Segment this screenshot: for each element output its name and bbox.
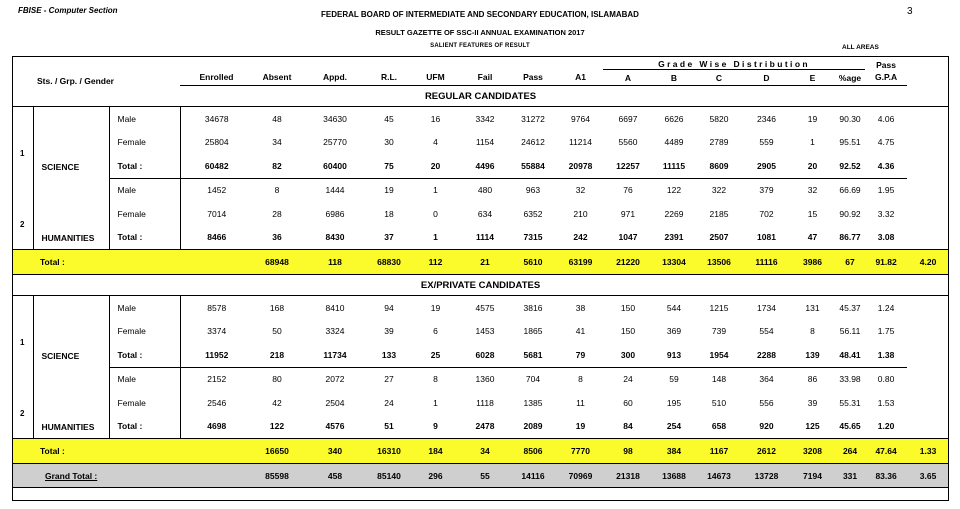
col-grade-e: E [790,70,835,86]
value-cell: 92.52 [835,154,865,178]
total-value-cell: 34 [462,439,508,464]
grand-total-value-cell: 21318 [603,464,653,488]
value-cell: 90.30 [839,113,861,124]
section-total-label: Total : [12,439,253,464]
value-cell: 45.65 [839,421,861,432]
col-grade-c: C [695,70,743,86]
col-fail: Fail [462,70,508,86]
value-cell: 24 [384,397,394,408]
value-cell: 3324 [325,326,345,337]
value-cell: 59 [669,374,679,385]
gender-label: Total : [109,154,180,178]
value-cell: 1452 [207,185,227,196]
value-cell: 4496 [462,154,508,178]
col-grade-a1: A1 [558,70,603,86]
value-cell: 2391 [664,232,684,243]
value-cell: 1215 [709,302,729,313]
value-cell: 554 [759,326,774,337]
value-cell: 11214 [568,137,592,148]
gender-label: Female [109,202,180,226]
value-cell: 79 [558,343,603,367]
grand-total-value-cell: 14116 [508,464,558,488]
value-cell: 8410 [325,302,345,313]
pass-header-line1: Pass [876,59,896,70]
value-cell: 31272 [521,113,545,124]
value-cell: 2152 [207,374,227,385]
total-value-cell: 21 [462,250,508,275]
value-cell: 3.08 [877,232,895,243]
gender-label: Total : [109,226,180,250]
value-cell: 122 [269,421,285,432]
value-cell: 1453 [475,326,495,337]
value-cell: 242 [573,232,588,243]
table-row [12,296,949,320]
value-cell: 12257 [603,154,653,178]
value-cell: 27 [384,374,394,385]
value-cell: 364 [759,374,774,385]
section-total-label: Total : [12,250,253,275]
value-cell: 210 [573,208,588,219]
value-cell: 131 [805,302,820,313]
total-value-cell: 5610 [508,250,558,275]
gender-label: Female [109,131,180,155]
value-cell: 50 [272,326,282,337]
total-value-cell: 16650 [253,439,301,464]
col-enrolled: Enrolled [180,70,253,86]
value-cell: 3374 [207,326,227,337]
value-cell: 2507 [709,232,729,243]
value-cell: 2905 [743,154,790,178]
value-cell: 369 [666,326,682,337]
value-cell: 82 [253,154,301,178]
value-cell: 15 [807,208,818,219]
col-pass: Pass [508,70,558,86]
value-cell: 8 [433,374,438,385]
value-cell: 1154 [475,137,495,148]
value-cell: 66.69 [839,185,861,196]
value-cell: 45.37 [839,302,861,313]
value-cell: 4489 [664,137,684,148]
value-cell: 544 [666,302,682,313]
grand-total-value-cell: 70969 [558,464,603,488]
value-cell: 4.06 [877,113,895,124]
col-grade-a: A [603,70,653,86]
gender-label: Male [109,107,180,131]
areas-label: ALL AREAS [842,44,879,51]
value-cell: 34678 [204,113,229,124]
total-value-cell: 13506 [695,250,743,275]
value-cell: 75 [369,154,409,178]
table-row [12,415,949,439]
total-value-cell: 118 [301,250,369,275]
value-cell: 11734 [301,343,369,367]
value-cell: 739 [711,326,727,337]
value-cell: 150 [620,326,636,337]
value-cell: 2185 [709,208,729,219]
value-cell: 1 [433,397,438,408]
value-cell: 1954 [695,343,743,367]
total-value-cell: 1.33 [907,439,949,464]
total-value-cell: 47.64 [865,439,907,464]
value-cell: 90.92 [839,208,861,219]
value-cell: 11952 [180,343,253,367]
value-cell: 634 [477,208,493,219]
grade-wise-distribution-header: Grade Wise Distribution [603,56,865,70]
value-cell: 20 [409,154,462,178]
sts-grp-gender-header: Sts. / Grp. / Gender [37,75,114,86]
section-total-row [12,250,949,275]
value-cell: 4.75 [877,137,895,148]
total-value-cell: 4.20 [907,250,949,275]
document-subtitle: RESULT GAZETTE OF SSC-II ANNUAL EXAMINATION 2017 [375,28,585,37]
value-cell: 24 [623,374,633,385]
table-row [12,202,949,226]
value-cell: 8 [578,374,583,385]
value-cell: 45 [384,113,394,124]
value-cell: 4698 [207,421,227,432]
value-cell: 4576 [325,421,345,432]
value-cell: 38 [575,302,586,313]
value-cell: 30 [384,137,394,148]
value-cell: 84 [623,421,633,432]
value-cell: 2288 [743,343,790,367]
value-cell: 0.80 [877,374,895,385]
value-cell: 25 [409,343,462,367]
value-cell: 8466 [207,232,227,243]
value-cell: 20 [790,154,835,178]
value-cell: 1118 [476,397,494,408]
value-cell: 2089 [523,421,543,432]
total-value-cell: 68830 [369,250,409,275]
value-cell: 6697 [618,113,638,124]
value-cell: 48 [272,113,282,124]
value-cell: 41 [575,326,586,337]
value-cell: 80 [272,374,282,385]
value-cell: 1385 [523,397,543,408]
value-cell: 133 [369,343,409,367]
value-cell: 95.51 [839,137,861,148]
value-cell: 19 [430,302,441,313]
value-cell: 971 [620,208,636,219]
value-cell: 1360 [475,374,495,385]
value-cell: 25770 [323,137,347,148]
value-cell: 150 [620,302,636,313]
grand-total-value-cell: 13688 [653,464,695,488]
value-cell: 60 [623,397,633,408]
gender-label: Male [109,367,180,391]
total-value-cell: 264 [835,439,865,464]
value-cell: 47 [807,232,818,243]
table-row [12,226,949,250]
value-cell: 18 [384,208,394,219]
value-cell: 86 [807,374,818,385]
value-cell: 963 [525,185,541,196]
value-cell: 1.20 [877,421,895,432]
value-cell: 56.11 [839,326,861,337]
value-cell: 8578 [207,302,227,313]
page-number: 3 [907,6,913,17]
grand-total-row [12,464,949,488]
value-cell: 32 [807,185,818,196]
total-value-cell: 2612 [743,439,790,464]
value-cell: 1 [433,232,438,243]
total-value-cell: 98 [603,439,653,464]
value-cell: 4575 [475,302,495,313]
value-cell: 254 [666,421,682,432]
group-index: 1 [12,296,33,368]
section-label: FBISE - Computer Section [18,6,118,15]
value-cell: 3342 [475,113,495,124]
value-cell: 920 [759,421,774,432]
group-index: 2 [12,367,33,439]
value-cell: 55884 [508,154,558,178]
value-cell: 0 [433,208,438,219]
value-cell: 148 [711,374,727,385]
value-cell: 1114 [476,232,494,243]
gender-label: Male [109,178,180,202]
grand-total-label: Grand Total : [12,464,253,488]
value-cell: 60400 [301,154,369,178]
value-cell: 1.24 [877,302,895,313]
value-cell: 19 [384,185,394,196]
grand-total-value-cell: 296 [409,464,462,488]
gender-label: Female [109,391,180,415]
document-title: FEDERAL BOARD OF INTERMEDIATE AND SECONDARY EDUCATION, ISLAMABAD [321,10,639,19]
value-cell: 913 [653,343,695,367]
total-value-cell: 7770 [558,439,603,464]
value-cell: 2504 [325,397,345,408]
total-value-cell: 340 [301,439,369,464]
value-cell: 36 [272,232,282,243]
value-cell: 510 [711,397,727,408]
value-cell: 2346 [757,113,776,124]
value-cell: 1.95 [877,185,895,196]
value-cell: 39 [807,397,818,408]
total-value-cell: 384 [653,439,695,464]
value-cell: 33.98 [839,374,861,385]
value-cell: 300 [603,343,653,367]
value-cell: 24612 [521,137,545,148]
value-cell: 6986 [325,208,345,219]
group-name: HUMANITIES [33,178,109,250]
value-cell: 2478 [475,421,495,432]
value-cell: 1.75 [877,326,895,337]
grand-total-value-cell: 14673 [695,464,743,488]
value-cell: 2546 [207,397,227,408]
value-cell: 1734 [757,302,776,313]
total-value-cell: 21220 [603,250,653,275]
value-cell: 2269 [664,208,684,219]
grand-total-value-cell: 85598 [253,464,301,488]
grand-total-value-cell: 83.36 [865,464,907,488]
value-cell: 7014 [207,208,227,219]
value-cell: 3816 [523,302,543,313]
value-cell: 559 [759,137,774,148]
value-cell: 480 [477,185,493,196]
total-value-cell: 8506 [508,439,558,464]
total-value-cell: 1167 [695,439,743,464]
value-cell: 1444 [325,185,345,196]
group-index: 2 [12,178,33,250]
value-cell: 25804 [204,137,229,148]
value-cell: 1 [810,137,815,148]
result-table [12,56,949,488]
value-cell: 1865 [523,326,543,337]
value-cell: 19 [575,421,586,432]
value-cell: 9 [433,421,438,432]
value-cell: 20978 [558,154,603,178]
value-cell: 7315 [523,232,543,243]
value-cell: 19 [807,113,818,124]
grand-total-value-cell: 85140 [369,464,409,488]
value-cell: 5681 [508,343,558,367]
value-cell: 60482 [180,154,253,178]
value-cell: 28 [272,208,282,219]
section-title: REGULAR CANDIDATES [12,86,949,107]
value-cell: 704 [525,374,541,385]
total-value-cell: 63199 [558,250,603,275]
value-cell: 168 [269,302,285,313]
grand-total-value-cell: 7194 [790,464,835,488]
grand-total-value-cell: 458 [301,464,369,488]
value-cell: 8 [810,326,815,337]
value-cell: 379 [759,185,774,196]
total-value-cell: 13304 [653,250,695,275]
value-cell: 218 [253,343,301,367]
value-cell: 1 [433,185,438,196]
value-cell: 6028 [462,343,508,367]
value-cell: 11 [576,397,585,408]
table-row [12,367,949,391]
grand-total-value-cell: 13728 [743,464,790,488]
col-absent: Absent [253,70,301,86]
col-gpa: G.P.A [865,70,907,86]
value-cell: 658 [711,421,727,432]
total-value-cell: 3208 [790,439,835,464]
total-value-cell: 11116 [743,250,790,275]
grand-total-value-cell: 3.65 [907,464,949,488]
value-cell: 4 [433,137,438,148]
value-cell: 5560 [618,137,638,148]
value-cell: 5820 [709,113,729,124]
value-cell: 1.38 [865,343,907,367]
value-cell: 8609 [695,154,743,178]
value-cell: 6626 [664,113,684,124]
value-cell: 55.31 [839,397,861,408]
total-value-cell: 3986 [790,250,835,275]
table-row [12,343,949,367]
col-appeared: Appd. [301,70,369,86]
table-row [12,391,949,415]
col-pass-percentage: %age [835,70,865,86]
value-cell: 11115 [653,154,695,178]
value-cell: 8430 [325,232,345,243]
value-cell: 2072 [325,374,345,385]
gender-label: Total : [109,415,180,439]
value-cell: 76 [623,185,633,196]
table-row [12,131,949,155]
value-cell: 6 [433,326,438,337]
value-cell: 86.77 [839,232,861,243]
value-cell: 37 [384,232,394,243]
salient-features-heading: SALIENT FEATURES OF RESULT [430,43,530,49]
section-total-row [12,439,949,464]
value-cell: 1.53 [877,397,895,408]
section-title-row [12,275,949,296]
table-row [12,154,949,178]
grand-total-value-cell: 331 [835,464,865,488]
col-ufm: UFM [409,70,462,86]
col-grade-d: D [743,70,790,86]
section-title: EX/PRIVATE CANDIDATES [12,275,949,296]
value-cell: 702 [759,208,774,219]
value-cell: 122 [666,185,682,196]
table-row [12,178,949,202]
value-cell: 9764 [571,113,590,124]
group-name: SCIENCE [33,107,109,179]
value-cell: 42 [272,397,282,408]
gender-label: Male [109,296,180,320]
value-cell: 1081 [757,232,776,243]
value-cell: 1047 [618,232,638,243]
table-row [12,107,949,131]
value-cell: 94 [384,302,394,313]
col-rl: R.L. [369,70,409,86]
gender-label: Total : [109,343,180,367]
value-cell: 556 [759,397,774,408]
value-cell: 51 [384,421,394,432]
value-cell: 3.32 [877,208,895,219]
group-name: HUMANITIES [33,367,109,439]
group-name: SCIENCE [33,296,109,368]
total-value-cell: 68948 [253,250,301,275]
value-cell: 2789 [709,137,729,148]
value-cell: 32 [575,185,586,196]
value-cell: 195 [666,397,682,408]
total-value-cell: 16310 [369,439,409,464]
gender-label: Female [109,320,180,344]
section-title-row [12,86,949,107]
value-cell: 39 [384,326,394,337]
value-cell: 322 [711,185,727,196]
value-cell: 8 [274,185,280,196]
value-cell: 4.36 [865,154,907,178]
table-row [12,320,949,344]
group-index: 1 [12,107,33,179]
value-cell: 48.41 [835,343,865,367]
grand-total-value-cell: 55 [462,464,508,488]
value-cell: 16 [430,113,441,124]
value-cell: 139 [790,343,835,367]
value-cell: 6352 [523,208,543,219]
total-value-cell: 184 [409,439,462,464]
col-grade-b: B [653,70,695,86]
total-value-cell: 67 [835,250,865,275]
value-cell: 34630 [323,113,347,124]
value-cell: 125 [805,421,820,432]
value-cell: 34 [272,137,282,148]
total-value-cell: 112 [409,250,462,275]
total-value-cell: 91.82 [865,250,907,275]
